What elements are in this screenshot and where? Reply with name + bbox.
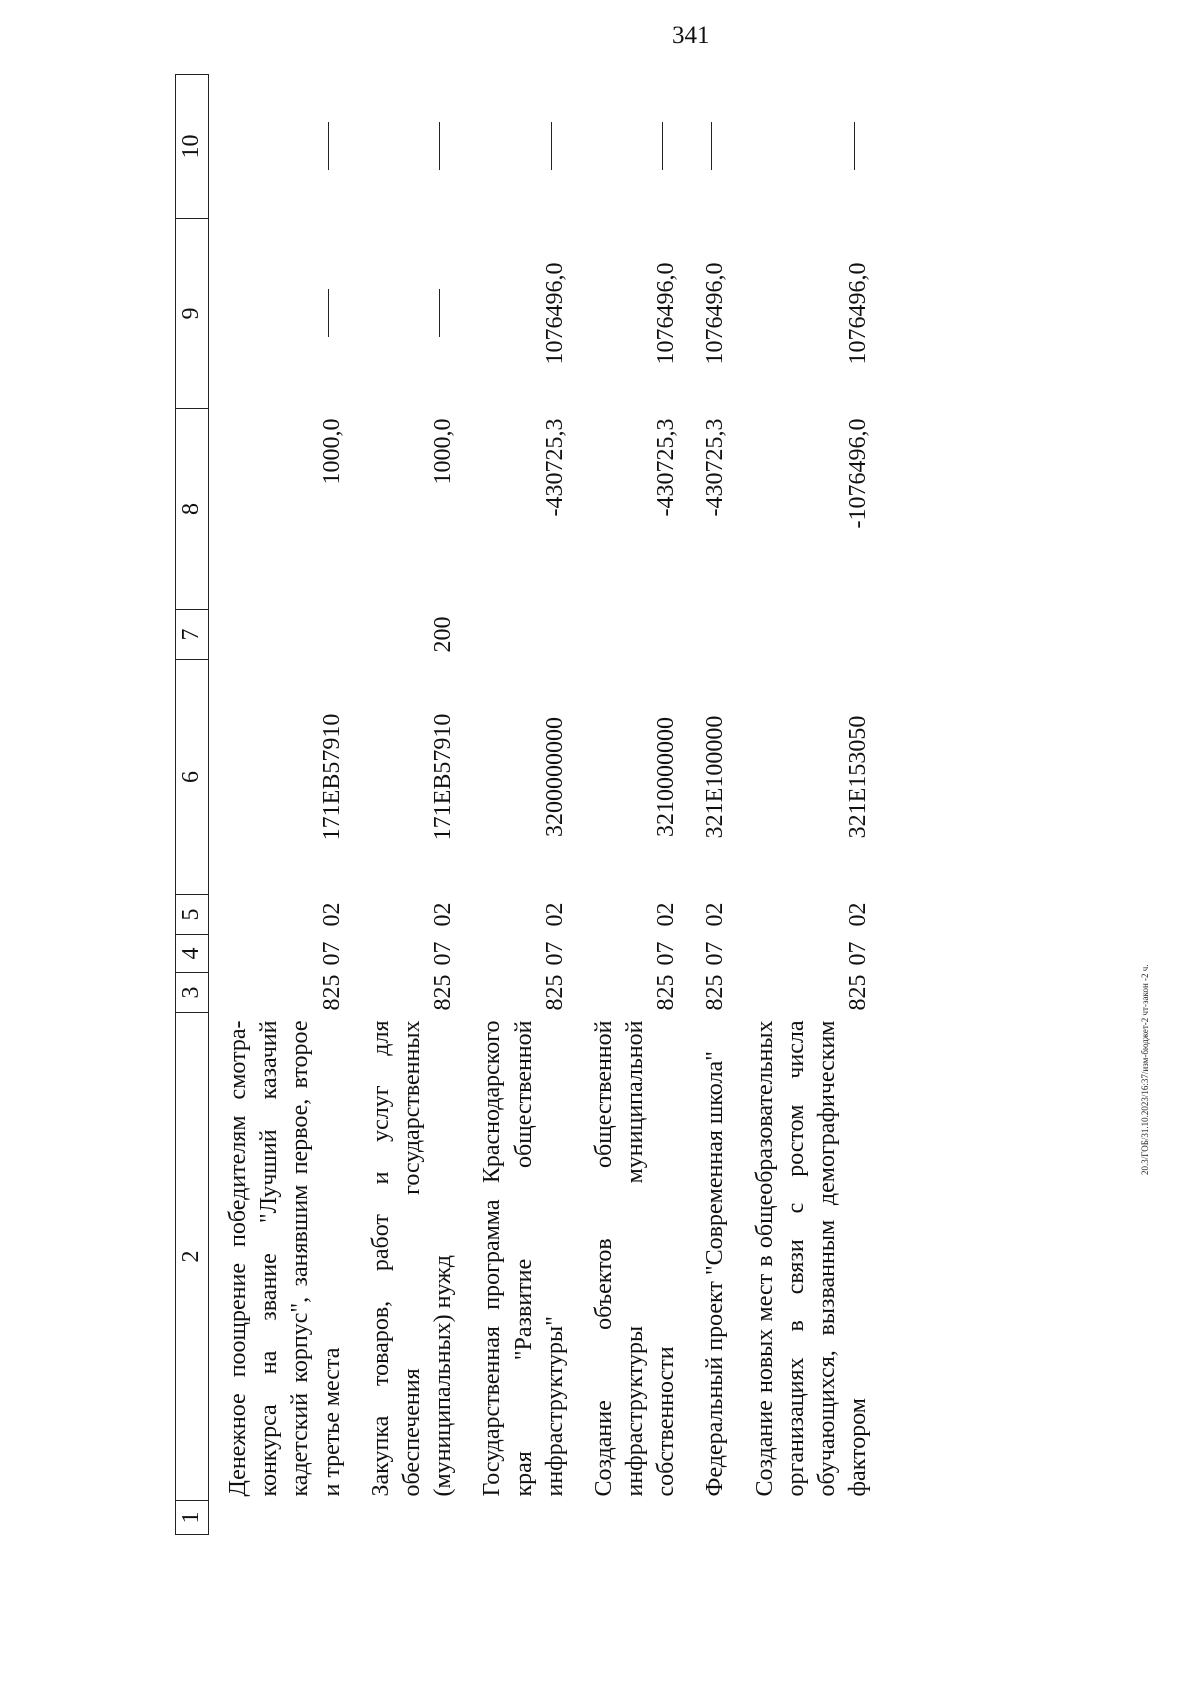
cell-admin-code: 825 — [318, 974, 345, 1011]
cell-amount-col8: 1000,0 — [318, 418, 345, 485]
cell-section: 07 — [845, 941, 872, 966]
footer-file-info: 20.3/ГОБ/31.10.2023/16:37/изм-бюджет-2 чт-закон -2 ч. — [1140, 964, 1150, 1175]
cell-amount-col9 — [209, 219, 352, 409]
cell-amount-col10 — [686, 75, 735, 219]
row-name: Закупка товаров, работ и услуг для обеспечения государственных (муниципальных) нужд — [367, 1020, 457, 1497]
header-cell: 2 — [176, 1013, 209, 1501]
cell-expense-type — [209, 610, 352, 660]
cell-amount-col10 — [209, 75, 352, 219]
dash-mark — [328, 123, 329, 171]
dash-mark — [439, 290, 440, 338]
cell-target-article: 321E153050 — [845, 715, 872, 839]
row-name: Федеральный проект "Современная школа" — [702, 1051, 729, 1497]
cell-amount-col8: 1000,0 — [430, 418, 457, 485]
cell-target-article: 171EB57910 — [318, 713, 345, 841]
header-cell: 5 — [176, 895, 209, 935]
cell-admin-code: 825 — [541, 974, 568, 1011]
cell-section: 07 — [653, 941, 680, 966]
row-name: Создание объектов общественной инфраструктуры муниципальной собственности — [590, 1020, 680, 1497]
cell-target-article: 3200000000 — [541, 717, 568, 837]
cell-section: 07 — [541, 941, 568, 966]
table-row — [209, 75, 352, 1535]
cell-admin-code: 825 — [702, 974, 729, 1011]
cell-expense-type — [463, 610, 575, 660]
table-row — [736, 75, 879, 1535]
cell-expense-type — [736, 610, 879, 660]
cell-amount-col9: 1076496,0 — [653, 262, 680, 365]
cell-subsection: 02 — [318, 902, 345, 927]
dash-mark — [551, 123, 552, 171]
cell-amount-col9: 1076496,0 — [702, 262, 729, 365]
table-row — [686, 75, 735, 1535]
row-name: Создание новых мест в общеобразовательных организациях в связи с ростом числа обучающихся, вызванным демографическим фактором — [751, 1020, 872, 1497]
cell-target-article: 321E100000 — [702, 715, 729, 839]
cell-expense-type — [686, 610, 735, 660]
cell-amount-col8: -1076496,0 — [845, 418, 872, 529]
cell-subsection: 02 — [430, 902, 457, 927]
table-row — [352, 75, 464, 1535]
cell-subsection: 02 — [845, 902, 872, 927]
table-row — [463, 75, 575, 1535]
cell-subsection: 02 — [702, 902, 729, 927]
cell-amount-col8: -430725,3 — [653, 418, 680, 517]
dash-mark — [439, 123, 440, 171]
rotated-table-container — [175, 75, 1105, 1535]
cell-amount-col9: 1076496,0 — [541, 262, 568, 365]
cell-admin-code: 825 — [845, 974, 872, 1011]
cell-admin-code: 825 — [653, 974, 680, 1011]
header-cell: 3 — [176, 973, 209, 1013]
table-row — [575, 75, 687, 1535]
cell-section: 07 — [430, 941, 457, 966]
header-cell: 1 — [176, 1501, 209, 1535]
header-row — [176, 75, 209, 1535]
row-name: Государственная программа Краснодарского края "Развитие общественной инфраструктуры" — [479, 1020, 568, 1497]
cell-subsection: 02 — [541, 902, 568, 927]
page-number: 341 — [672, 22, 710, 49]
cell-subsection: 02 — [653, 902, 680, 927]
cell-amount-col10 — [736, 75, 879, 219]
cell-section: 07 — [318, 941, 345, 966]
cell-amount-col10 — [352, 75, 464, 219]
dash-mark — [854, 123, 855, 171]
cell-target-article: 171EB57910 — [430, 713, 457, 841]
cell-amount-col9 — [352, 219, 464, 409]
header-cell: 6 — [176, 660, 209, 895]
header-cell: 9 — [176, 219, 209, 409]
header-cell: 10 — [176, 75, 209, 219]
dash-mark — [328, 290, 329, 338]
dash-mark — [711, 123, 712, 171]
cell-admin-code: 825 — [430, 974, 457, 1011]
cell-amount-col8: -430725,3 — [702, 418, 729, 517]
cell-target-article: 3210000000 — [653, 717, 680, 837]
budget-table — [175, 74, 878, 1535]
cell-amount-col10 — [463, 75, 575, 219]
header-cell: 7 — [176, 610, 209, 660]
row-name: Денежное поощрение победителям смотра-конкурса на звание "Лучший казачий кадетский корпус", занявшим первое, второе и третье места — [225, 1020, 345, 1497]
cell-amount-col9: 1076496,0 — [845, 262, 872, 365]
cell-expense-type — [575, 610, 687, 660]
cell-section: 07 — [702, 941, 729, 966]
cell-amount-col8: -430725,3 — [541, 418, 568, 517]
header-cell: 8 — [176, 409, 209, 610]
dash-mark — [662, 123, 663, 171]
cell-expense-type: 200 — [430, 616, 457, 653]
cell-amount-col10 — [575, 75, 687, 219]
header-cell: 4 — [176, 935, 209, 973]
